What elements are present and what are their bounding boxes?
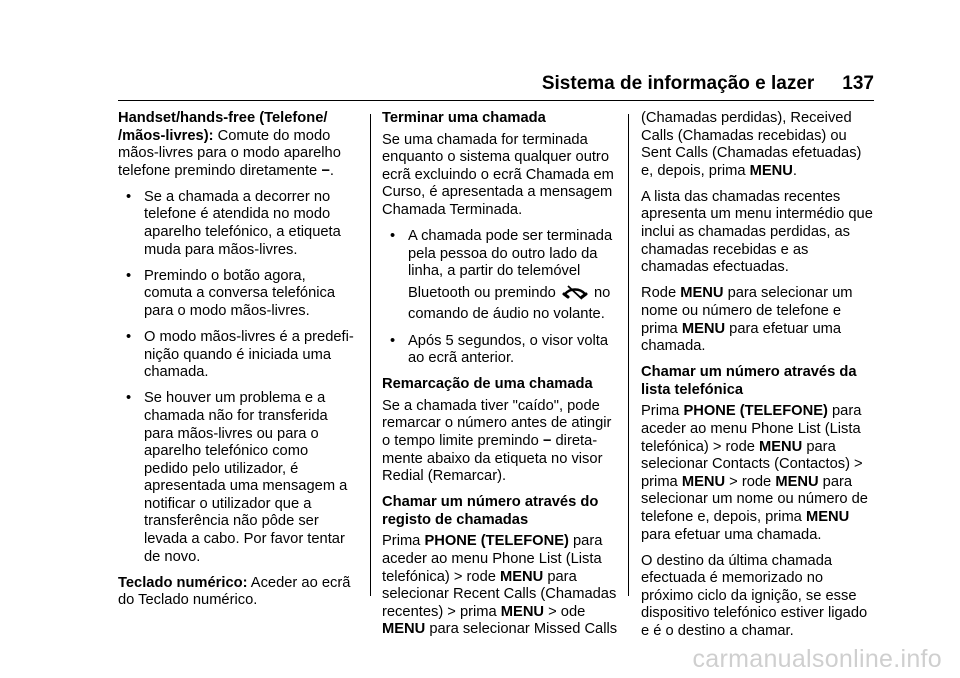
section-title: Sistema de informação e lazer	[541, 73, 815, 94]
paragraph-select-number: Rode MENU para selecionar um nome ou número de telefone e prima MENU para efetuar uma chamada.	[641, 285, 853, 355]
minus-symbol: −	[321, 162, 330, 179]
page-number: 137	[842, 73, 874, 94]
minus-symbol: −	[542, 433, 552, 449]
heading-redial: Remarcação de uma chamada	[382, 376, 593, 393]
paragraph-keypad: Teclado numérico: Aceder ao ecrã do Teclado numérico.	[118, 574, 351, 609]
bullet-icon: •	[126, 390, 132, 407]
list-item: • Premindo o botão agora, comuta a conversa telefónica para o modo mãos-livres.	[126, 267, 336, 319]
term-handset: Handset/hands-free (Telefone/ /mãos-livres):	[118, 110, 328, 144]
watermark: carmanualsonline.info	[692, 645, 942, 673]
column-divider-1	[370, 114, 371, 596]
paragraph-redial: Se a chamada tiver "caído", pode remarcar o número antes de atingir o tempo limite premindo − direta- mente abaixo da etiqueta no visor Redial (Remarcar).	[382, 397, 612, 485]
paragraph-call-log: Prima PHONE (TELEFONE) para aceder ao menu Phone List (Lista telefónica) > rode MENU para selecionar Recent Calls (Chamadas recentes) > prima MENU > ode MENU para selecionar Missed Calls	[382, 533, 618, 638]
paragraph-phonebook: Prima PHONE (TELEFONE) para aceder ao menu Phone List (Lista telefónica) > rode MENU para selecionar Contacts (Contactos) > prima MENU > rode MENU para selecionar um nome ou número de telefone e, depois, prima MENU para efetuar uma chamada.	[641, 403, 868, 543]
paragraph-handset: Handset/hands-free (Telefone/ /mãos-livres): Comute do modo mãos-livres para o modo aparelho telefone premindo diretamente −.	[118, 110, 341, 179]
list-item: • Se a chamada a decorrer no telefone é atendida no modo aparelho telefónico, a etiqueta muda para mãos-livres.	[126, 188, 341, 258]
bullet-icon: •	[126, 188, 132, 205]
term-keypad: Teclado numérico:	[118, 574, 248, 591]
heading-call-log: Chamar um número através do registo de chamadas	[382, 494, 599, 528]
column-1	[118, 110, 356, 618]
column-3	[641, 110, 877, 649]
bullet-icon: •	[390, 228, 396, 245]
heading-end-call: Terminar uma chamada	[382, 110, 546, 126]
list-item: • Após 5 segundos, o visor volta ao ecrã anterior.	[390, 332, 609, 367]
page-header	[542, 73, 874, 95]
bullet-icon: •	[126, 329, 132, 346]
phone-hangup-icon	[562, 285, 588, 300]
column-divider-2	[628, 114, 629, 596]
heading-phonebook: Chamar um número através da lista telefónica	[641, 364, 857, 398]
list-item: • Se houver um problema e a chamada não for transferida para mãos-livres ou para o aparelho telefónico como pedido pelo utilizador, é apresentada uma mensagem a notificar o utilizador que a transferência não pôde ser levada a cabo. Por favor tentar de novo.	[126, 390, 348, 565]
paragraph-end-call: Se uma chamada for terminada enquanto o sistema qualquer outro ecrã excluindo o ecrã Chamada em Curso, é apresentada a mensagem Chamada Terminada.	[382, 131, 614, 218]
bullet-icon: •	[126, 267, 132, 284]
header-rule	[118, 100, 874, 101]
paragraph-call-types: (Chamadas perdidas), Received Calls (Chamadas recebidas) ou Sent Calls (Chamadas efetuadas) e, depois, prima MENU.	[641, 110, 862, 179]
column-2	[382, 110, 618, 648]
paragraph-recent-list: A lista das chamadas recentes apresenta um menu intermédio que inclui as chamadas perdidas, as chamadas recebidas e as chamadas efectuadas.	[641, 188, 873, 276]
bullet-icon: •	[390, 332, 396, 349]
paragraph-last-call: O destino da última chamada efectuada é memorizado no próximo ciclo da ignição, se esse dispositivo telefónico estiver ligado e é o destino a chamar.	[641, 552, 868, 640]
list-item: • O modo mãos-livres é a predefi- nição quando é iniciada uma chamada.	[126, 329, 354, 381]
list-item: • A chamada pode ser terminada pela pessoa do outro lado da linha, a partir do telemóvel Bluetooth ou premindo no comando de áudio no volante.	[390, 228, 613, 323]
